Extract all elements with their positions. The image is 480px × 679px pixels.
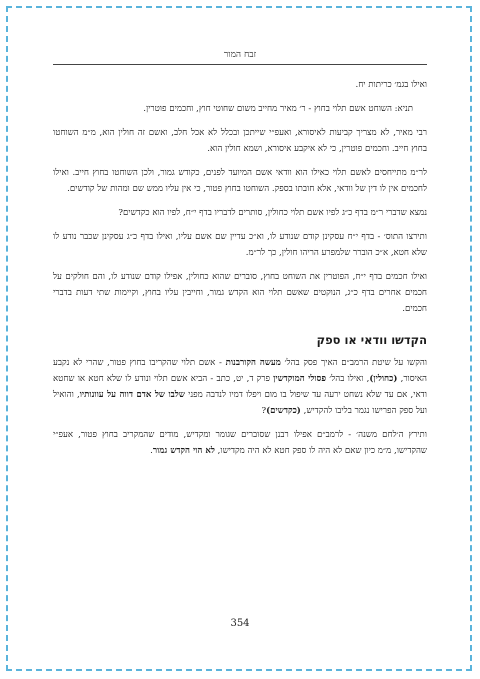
bold-term-maaseh-hakorbanot: מעשה הקורבנות bbox=[225, 358, 281, 368]
text-run: ? bbox=[261, 406, 267, 416]
paragraph-2-quote: תניא: השוחט אשם תלוי בחוץ - ר׳ מאיר מחייב משום שחוטי חוץ, וחכמים פוטרין. bbox=[143, 104, 413, 114]
header-divider bbox=[53, 64, 427, 65]
text-run: ותירץ ה׳לחם משנה׳ - לרמב״ם אפילו רבנן שסוברים שגומר ומקדיש, מודים שהמקריב בחוץ פטור, אעפ״י שהקדישו, מ״מ כיון שאם לא היה לו ספק חטא לא היה מקדישו, bbox=[53, 430, 427, 456]
paragraph-3: רבי מאיר, לא מצריך קביעות לאיסורא, ואעפ״י שייתכן ובכלל לא אכל חלב, ואשם זה חולין הוא, מ״מ השוחטו בחוץ חייב. וחכמים פוטרין, כי לא איקבע איסורא, ושמא חולין הוא. bbox=[53, 128, 427, 154]
paragraph-4: לר״מ מתייחסים לאשם תלוי כאילו הוא וודאי אשם המיועד לפנים, כקודש גמור, ולכן השוחטו בחוץ חייב. ואילו לחכמים אין לו דין של וודאי, אלא חובתו בספק. השוחטו בחוץ פטור, כי אין עליו ממש שם ומהות של קודשים. bbox=[53, 168, 427, 194]
paragraph-6: ותירצו התוס׳ - בדף י״ח עסקינן קודם שנודע לו, וא״כ עדיין שם אשם עליו, ואילו בדף כ״ג עסקינן שכבר נודע לו שלא חטא, א״כ הוברר שלמפרע הריהו חולין, כך לר״מ. bbox=[53, 232, 427, 258]
paragraph-1: ואילו בגמ׳ כריתות יח. bbox=[355, 80, 427, 90]
text-run: , ואילו בהל׳ bbox=[326, 374, 370, 384]
paragraph-7: ואילו חכמים בדף י״ח, הפוטרין את השוחט בחוץ, סוברים שהוא כחולין, אפילו קודם שנודע לו, והם חולקים על חכמים אחרים בדף כ״ג, הנוקטים שאשם תלוי הוא הקדש גמור, וחייבין עליו בחוץ, וקיימות שתי דעות בדברי חכמים. bbox=[53, 272, 427, 314]
section-paragraph-1 bbox=[53, 355, 427, 419]
page-number: 354 bbox=[230, 618, 250, 629]
text-run: . bbox=[150, 446, 153, 456]
text-run: , והואיל ועל ספק הפרישו נגמר בליבו להקדיש, bbox=[53, 390, 427, 416]
section-heading: הקדשו וודאי או ספק bbox=[316, 333, 427, 347]
paragraph-5: נמצא שדברי ר״מ בדף כ״ג לפיו אשם תלוי כחולין, סותרים לדבריו בדף י״ח, לפיו הוא כקדשים? bbox=[118, 208, 427, 218]
text-run: פרק ד, יט, כתב - הביא אשם תלוי ונודע לו שלא חטא או שחטא ודאי, אם עד שלא נשחט ירעה עד שיפול בו מום ויפלו דמיו לנדבה מפני bbox=[53, 374, 428, 400]
text-run: והקשו על שיטת הרמב״ם האיך פסק בהל׳ bbox=[280, 358, 427, 368]
bold-phrase-libo-shel-adam: שלבו של אדם דווה על עוונותיו bbox=[79, 390, 185, 400]
bold-phrase-lo-havei-hekdesh: לא הוי הקדש גמור bbox=[152, 446, 215, 456]
bold-term-pesulei-hamukdashin: פסולי המוקדשין bbox=[273, 374, 327, 384]
bold-term-kekodashim: (כקדשים) bbox=[266, 406, 301, 416]
section-paragraph-2 bbox=[53, 427, 427, 459]
bold-term-kechullin: (כחולין) bbox=[369, 374, 398, 384]
text-run: - אשם תלוי שהקריבו בחוץ פטור, שהרי לא נקבע האיסור, bbox=[53, 358, 427, 384]
document-page bbox=[53, 48, 427, 467]
running-header-title: זבח המור bbox=[223, 50, 257, 60]
